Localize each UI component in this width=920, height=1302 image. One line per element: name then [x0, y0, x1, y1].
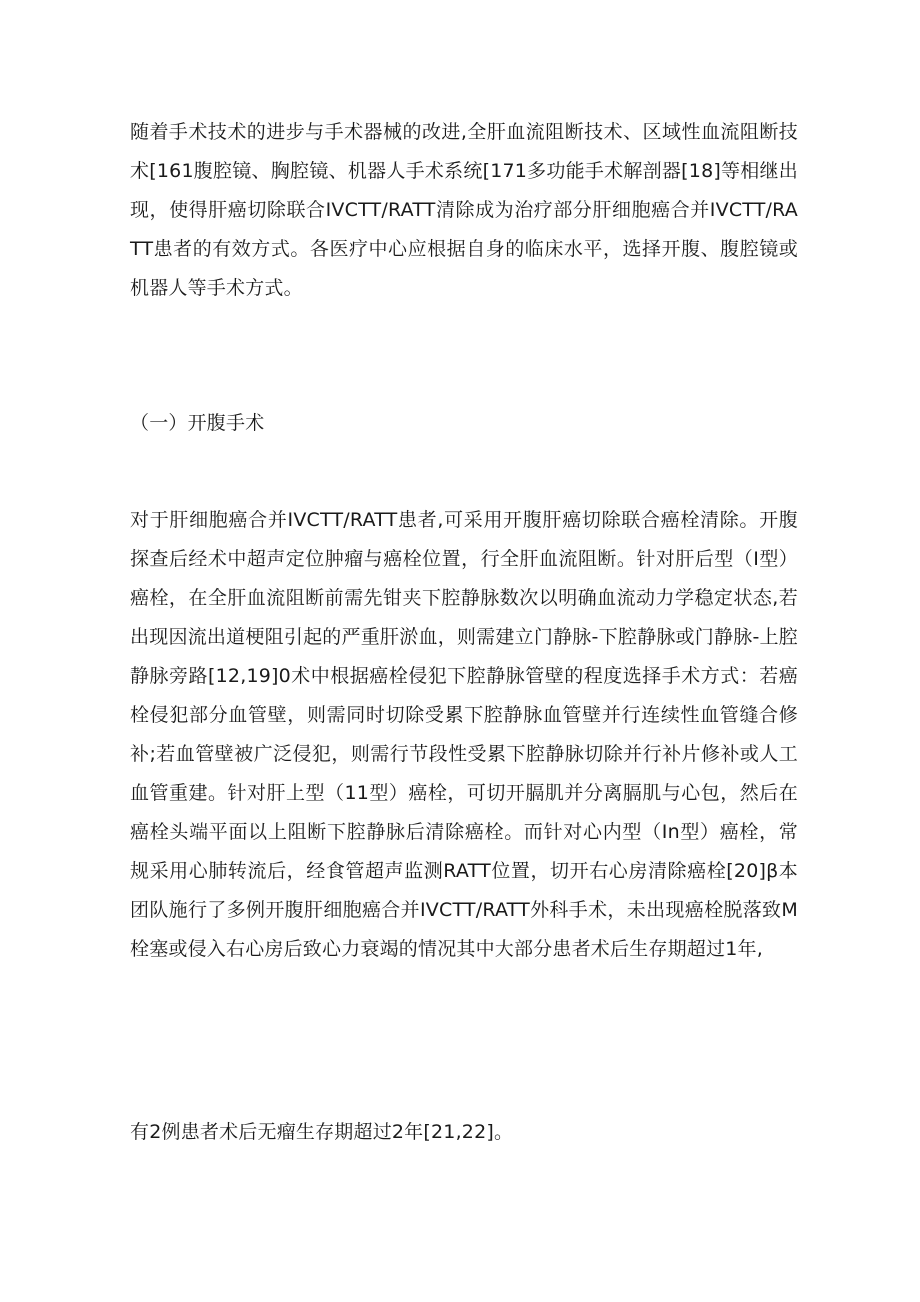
section-heading: （一）开腹手术 [130, 412, 265, 434]
outcome-paragraph: 有2例患者术后无瘤生存期超过2年[21,22]。 [130, 1121, 514, 1143]
intro-paragraph: 随着手术技术的进步与手术器械的改进,全肝血流阻断技术、区域性血流阻断技术[161腹腔镜、胸腔镜、机器人手术系统[171多功能手术解剖器[18]等相继出现，使得肝癌切除联合IVCTT/RATT清除成为治疗部分肝细胞癌合并IVCTT/RATT患者的有效方式。各医疗中心应根据自身的临床水平，选择开腹、腹腔镜或机器人等手术方式。 [130, 121, 798, 299]
open-surgery-paragraph: 对于肝细胞癌合并IVCTT/RATT患者,可采用开腹肝癌切除联合癌栓清除。开腹探查后经术中超声定位肿瘤与癌栓位置，行全肝血流阻断。针对肝后型（I型）癌栓，在全肝血流阻断前需先钳夹下腔静脉数次以明确血流动力学稳定状态,若出现因流出道梗阻引起的严重肝淤血，则需建立门静脉-下腔静脉或门静脉-上腔静脉旁路[12,19]0术中根据癌栓侵犯下腔静脉管壁的程度选择手术方式：若癌栓侵犯部分血管壁，则需同时切除受累下腔静脉血管壁并行连续性血管缝合修补;若血管壁被广泛侵犯，则需行节段性受累下腔静脉切除并行补片修补或人工血管重建。针对肝上型（11型）癌栓，可切开膈肌并分离膈肌与心包，然后在癌栓头端平面以上阻断下腔静脉后清除癌栓。而针对心内型（In型）癌栓，常规采用心肺转流后，经食管超声监测RATT位置，切开右心房清除癌栓[20]β本团队施行了多例开腹肝细胞癌合并IVCTT/RATT外科手术，未出现癌栓脱落致M栓塞或侵入右心房后致心力衰竭的情况其中大部分患者术后生存期超过1年, [130, 509, 798, 960]
